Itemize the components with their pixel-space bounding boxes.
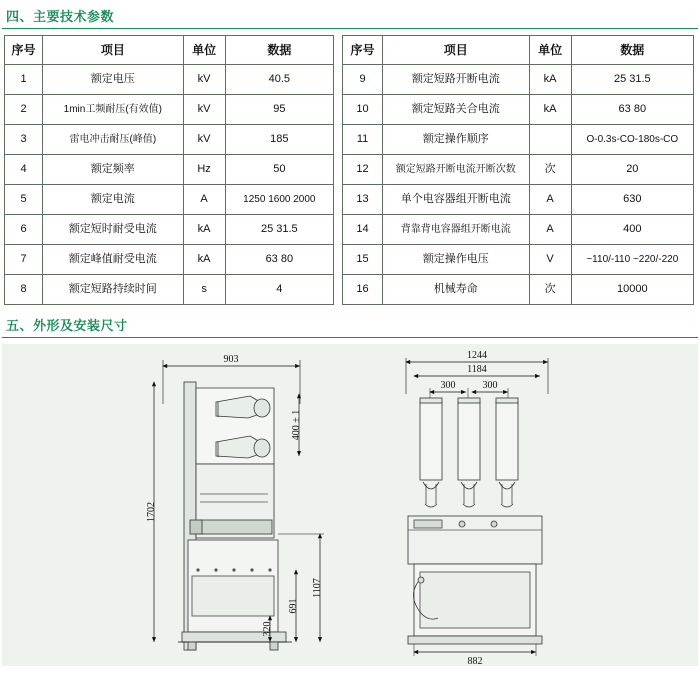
dim-height-320: 320: [262, 621, 273, 637]
cell-unit: 次: [529, 275, 571, 305]
dimensions-heading: 五、外形及安装尺寸: [6, 318, 128, 333]
dimensions-section: [0, 309, 700, 338]
cell-data: 20: [571, 155, 693, 185]
cell-unit: A: [529, 215, 571, 245]
cell-data: 630: [571, 185, 693, 215]
cell-item: 额定电流: [43, 185, 183, 215]
cell-no: 11: [343, 125, 383, 155]
col-header-unit: 单位: [183, 36, 225, 65]
cell-data: 50: [225, 155, 333, 185]
spec-tables: [0, 35, 700, 305]
params-heading: 四、主要技术参数: [6, 9, 115, 24]
spec-table-right: [342, 35, 694, 305]
cell-no: 16: [343, 275, 383, 305]
cell-item: 额定短路关合电流: [383, 95, 529, 125]
cell-data: 25 31.5: [225, 215, 333, 245]
cell-item: 额定峰值耐受电流: [43, 245, 183, 275]
dim-pole-spacing-1: 300: [440, 380, 456, 391]
table-row: [343, 95, 694, 125]
params-section: [0, 0, 700, 29]
cell-no: 14: [343, 215, 383, 245]
cell-no: 2: [5, 95, 43, 125]
cell-item: 背靠背电容器组开断电流: [383, 215, 529, 245]
dim-inner-width-1184: 1184: [467, 364, 487, 375]
table-row: [5, 155, 334, 185]
cell-no: 15: [343, 245, 383, 275]
table-row: [343, 275, 694, 305]
col-header-data: 数据: [571, 36, 693, 65]
table-row: [343, 215, 694, 245]
cell-data: 25 31.5: [571, 65, 693, 95]
cell-unit: kA: [183, 245, 225, 275]
cell-data: 400: [571, 215, 693, 245]
table-header-row: [343, 36, 694, 65]
cell-unit: A: [529, 185, 571, 215]
cell-unit: V: [529, 245, 571, 275]
cell-item: 额定短时耐受电流: [43, 215, 183, 245]
cell-unit: A: [183, 185, 225, 215]
cell-no: 8: [5, 275, 43, 305]
dim-height-400: 400 ± 1: [291, 409, 302, 441]
right-view-geometry: [406, 358, 548, 656]
cell-unit: kV: [183, 95, 225, 125]
table-row: [343, 185, 694, 215]
cell-data: 10000: [571, 275, 693, 305]
cell-data: 95: [225, 95, 333, 125]
cell-data: 4: [225, 275, 333, 305]
dimensions-heading-rule: [2, 337, 698, 338]
cell-item: 额定频率: [43, 155, 183, 185]
col-header-no: 序号: [343, 36, 383, 65]
spec-table-left: [4, 35, 334, 305]
cell-no: 12: [343, 155, 383, 185]
cell-no: 13: [343, 185, 383, 215]
cell-data: 1250 1600 2000: [225, 185, 333, 215]
cell-item: 单个电容器组开断电流: [383, 185, 529, 215]
cell-data: 63 80: [225, 245, 333, 275]
cell-no: 7: [5, 245, 43, 275]
cell-data: ~110/-110 ~220/-220: [571, 245, 693, 275]
cell-no: 3: [5, 125, 43, 155]
cell-no: 4: [5, 155, 43, 185]
cell-data: 185: [225, 125, 333, 155]
cell-no: 1: [5, 65, 43, 95]
dim-height-691: 691: [288, 598, 299, 614]
col-header-unit: 单位: [529, 36, 571, 65]
cell-unit: 次: [529, 155, 571, 185]
cell-item: 额定电压: [43, 65, 183, 95]
table-row: [5, 215, 334, 245]
table-row: [5, 275, 334, 305]
col-header-item: 项目: [43, 36, 183, 65]
cell-unit: kA: [529, 95, 571, 125]
table-row: [343, 65, 694, 95]
cell-data: O-0.3s-CO-180s-CO: [571, 125, 693, 155]
table-row: [5, 245, 334, 275]
cell-unit: [529, 125, 571, 155]
col-header-item: 项目: [383, 36, 529, 65]
cell-unit: kV: [183, 125, 225, 155]
cell-item: 额定操作电压: [383, 245, 529, 275]
dimension-drawing: [2, 344, 698, 666]
dim-height-1107: 1107: [312, 578, 323, 598]
cell-unit: kA: [183, 215, 225, 245]
cell-no: 5: [5, 185, 43, 215]
cell-item: 额定短路开断电流: [383, 65, 529, 95]
dim-top-width-903: 903: [223, 354, 239, 365]
cell-no: 6: [5, 215, 43, 245]
cell-item: 额定短路持续时间: [43, 275, 183, 305]
dim-bottom-width-882: 882: [467, 656, 483, 666]
table-row: [5, 185, 334, 215]
cell-data: 63 80: [571, 95, 693, 125]
cell-no: 9: [343, 65, 383, 95]
table-row: [5, 65, 334, 95]
cell-item: 额定操作顺序: [383, 125, 529, 155]
table-row: [5, 125, 334, 155]
cell-item: 机械寿命: [383, 275, 529, 305]
cell-no: 10: [343, 95, 383, 125]
dimension-drawing-panel: [2, 344, 698, 666]
cell-unit: s: [183, 275, 225, 305]
cell-unit: kA: [529, 65, 571, 95]
table-row: [343, 155, 694, 185]
cell-item: 雷电冲击耐压(峰值): [43, 125, 183, 155]
cell-data: 40.5: [225, 65, 333, 95]
params-heading-rule: [2, 28, 698, 29]
dim-overall-height-1702: 1702: [146, 502, 157, 522]
table-row: [343, 125, 694, 155]
col-header-data: 数据: [225, 36, 333, 65]
dim-pole-spacing-2: 300: [482, 380, 498, 391]
col-header-no: 序号: [5, 36, 43, 65]
table-header-row: [5, 36, 334, 65]
cell-unit: kV: [183, 65, 225, 95]
cell-item: 1min工频耐压(有效值): [43, 95, 183, 125]
table-row: [343, 245, 694, 275]
cell-unit: Hz: [183, 155, 225, 185]
table-row: [5, 95, 334, 125]
dim-outer-width-1244: 1244: [467, 350, 487, 361]
cell-item: 额定短路开断电流开断次数: [383, 155, 529, 185]
